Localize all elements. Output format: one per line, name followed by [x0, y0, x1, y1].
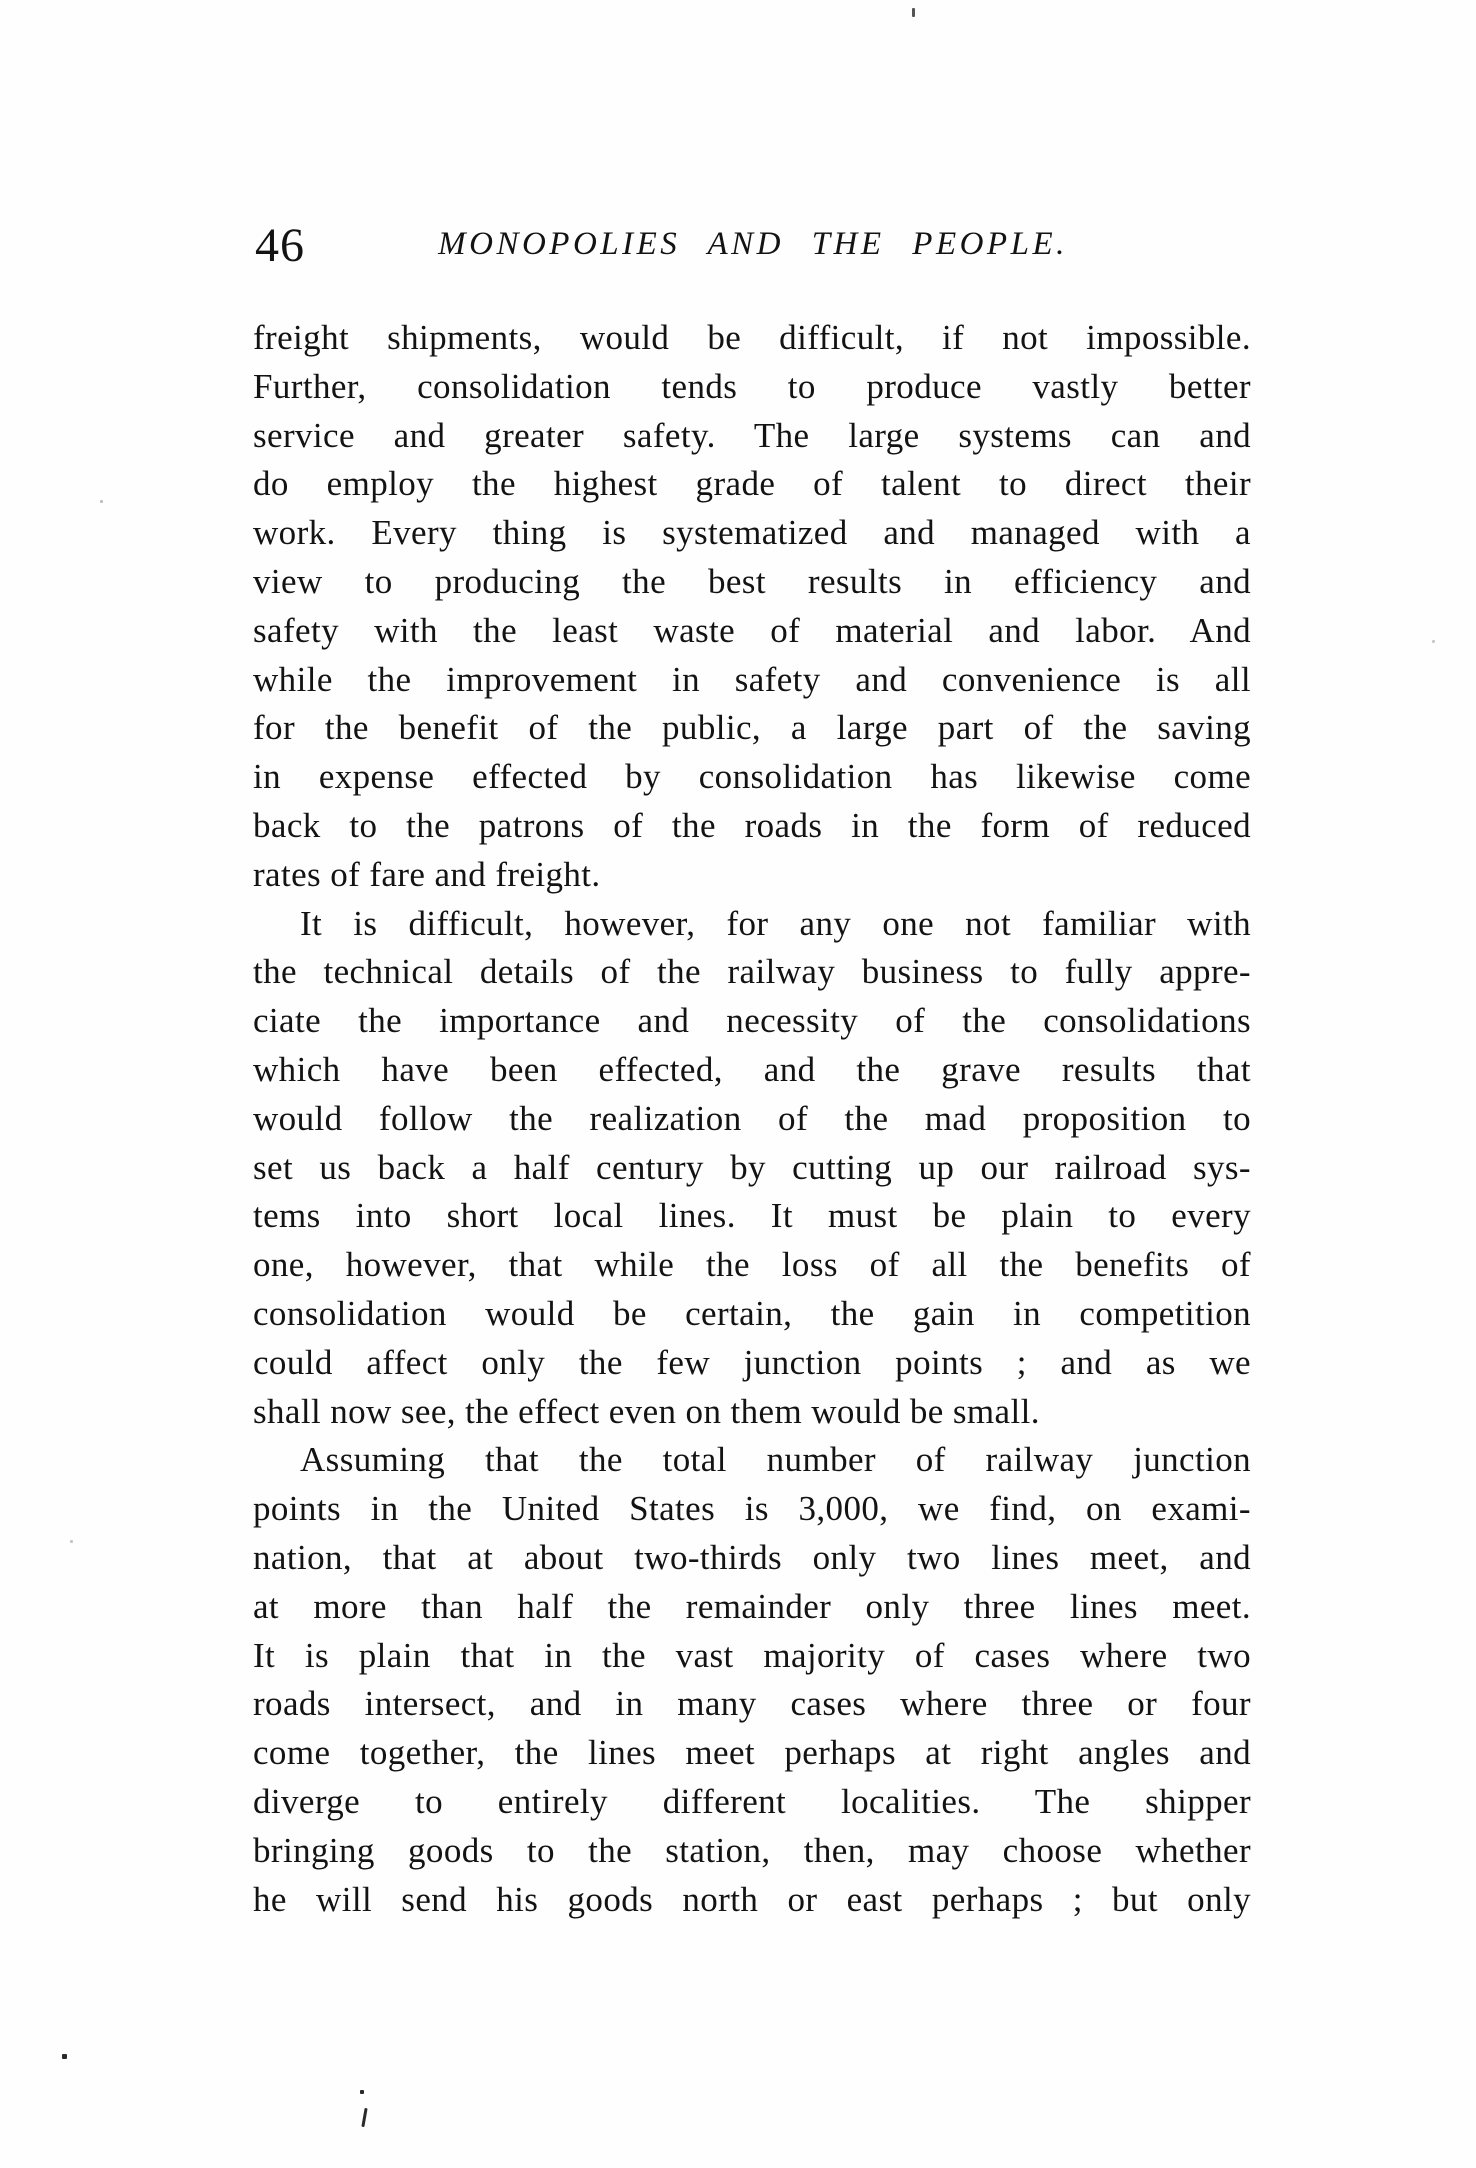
text-line: in expense effected by consolidation has likewise come: [253, 757, 1251, 797]
text-line: consolidation would be certain, the gain in competition: [253, 1293, 1251, 1333]
text-line: tems into short local lines. It must be plain to every: [253, 1196, 1251, 1236]
text-line: view to producing the best results in efficiency and: [253, 561, 1251, 601]
text-line: would follow the realization of the mad proposition to: [253, 1098, 1251, 1138]
text-line: Further, consolidation tends to produce vastly better: [253, 366, 1251, 406]
text-line: for the benefit of the public, a large part of the saving: [253, 708, 1251, 748]
text-line: do employ the highest grade of talent to direct their: [253, 464, 1251, 504]
ink-speck: [361, 2108, 367, 2127]
text-line: service and greater safety. The large systems can and: [253, 415, 1251, 455]
text-line: freight shipments, would be difficult, if not impossible.: [253, 318, 1251, 357]
text-line: one, however, that while the loss of all the benefits of: [253, 1245, 1251, 1285]
text-line: at more than half the remainder only three lines meet.: [253, 1586, 1251, 1626]
ink-speck: [62, 2054, 67, 2059]
text-line: diverge to entirely different localities. The shipper: [253, 1781, 1251, 1821]
ink-speck: [1432, 640, 1435, 643]
text-line: ciate the importance and necessity of the consolidations: [253, 1001, 1251, 1041]
text-line: roads intersect, and in many cases where three or four: [253, 1684, 1251, 1724]
ink-speck: [70, 1540, 73, 1543]
ink-speck: [100, 500, 103, 503]
text-line: he will send his goods north or east perhaps ; but only: [253, 1879, 1251, 1919]
text-line: could affect only the few junction points ; and as we: [253, 1342, 1251, 1382]
text-line: back to the patrons of the roads in the form of reduced: [253, 805, 1251, 845]
text-line: bringing goods to the station, then, may choose whether: [253, 1830, 1251, 1870]
text-line: points in the United States is 3,000, we find, on exami-: [253, 1489, 1251, 1529]
ink-speck: [360, 2090, 364, 2094]
text-line: It is difficult, however, for any one not familiar with: [300, 903, 1251, 943]
running-title: MONOPOLIES AND THE PEOPLE.: [438, 226, 1068, 262]
text-line: the technical details of the railway business to fully appre-: [253, 952, 1251, 992]
text-block: [253, 314, 1251, 1924]
text-line: work. Every thing is systematized and managed with a: [253, 513, 1251, 553]
text-line: nation, that at about two-thirds only two lines meet, and: [253, 1537, 1251, 1577]
text-line: rates of fare and freight.: [253, 854, 601, 894]
text-line: while the improvement in safety and convenience is all: [253, 659, 1251, 699]
ink-speck: [912, 8, 915, 17]
text-line: It is plain that in the vast majority of cases where two: [253, 1635, 1251, 1675]
text-line: which have been effected, and the grave results that: [253, 1049, 1251, 1089]
text-line: come together, the lines meet perhaps at right angles and: [253, 1733, 1251, 1773]
running-header: [253, 218, 1253, 274]
page-number: 46: [255, 219, 305, 272]
text-line: Assuming that the total number of railway junction: [300, 1440, 1251, 1480]
text-line: shall now see, the effect even on them would be small.: [253, 1391, 1040, 1431]
text-line: set us back a half century by cutting up our railroad sys-: [253, 1147, 1251, 1187]
text-line: safety with the least waste of material and labor. And: [253, 610, 1251, 650]
